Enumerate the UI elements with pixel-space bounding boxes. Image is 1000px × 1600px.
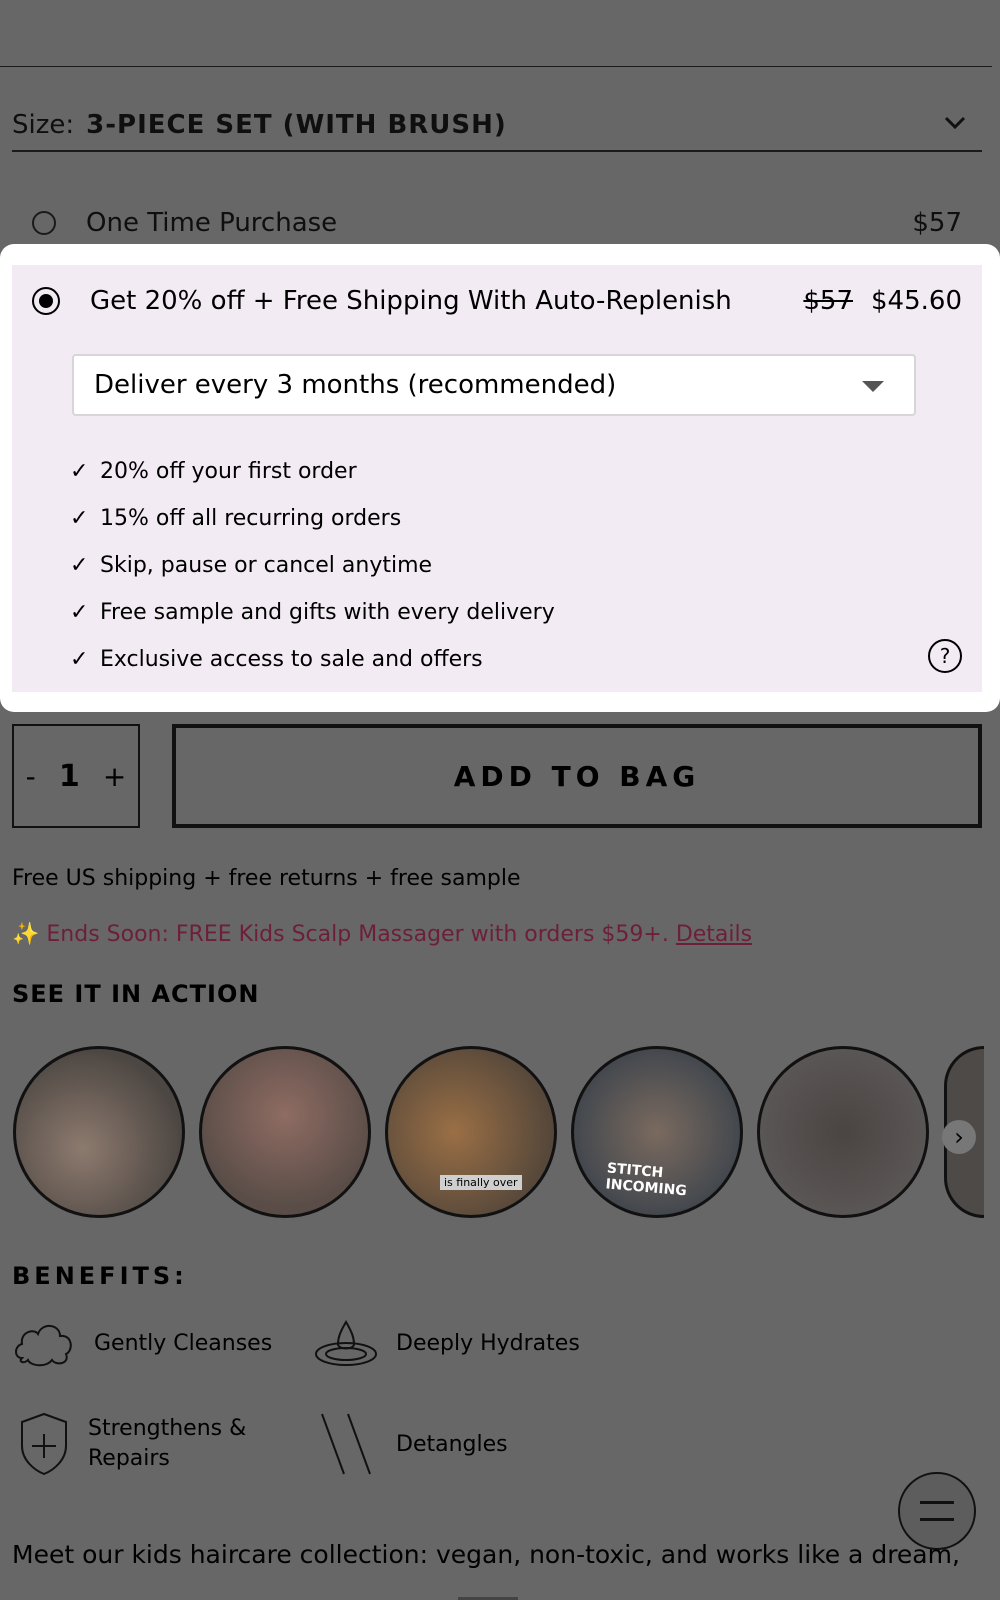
video-caption: is finally over — [440, 1175, 522, 1190]
radio-selected-icon[interactable] — [32, 287, 60, 315]
benefit-gently-cleanses — [12, 1318, 272, 1368]
one-time-price: $57 — [912, 208, 962, 238]
video-caption: STITCH INCOMING — [604, 1160, 688, 1200]
perk-text: Exclusive access to sale and offers — [100, 647, 483, 672]
top-divider — [0, 66, 992, 67]
collection-description: Meet our kids haircare collection: vegan, non-toxic, and works like a dream, — [12, 1540, 960, 1569]
video-thumbnail[interactable] — [199, 1046, 371, 1218]
quantity-value[interactable]: 1 — [58, 758, 80, 794]
list-item — [70, 589, 970, 636]
video-thumbnail[interactable] — [757, 1046, 929, 1218]
promo-details-link[interactable]: Details — [675, 922, 753, 947]
perk-text: 20% off your first order — [100, 459, 357, 484]
check-icon: ✓ — [70, 506, 89, 531]
perk-text: 15% off all recurring orders — [100, 506, 402, 531]
promo-text: Ends Soon: FREE Kids Scalp Massager with orders $59+. — [46, 922, 669, 947]
perk-list — [70, 448, 970, 683]
discounted-price: $45.60 — [871, 286, 962, 316]
size-label: Size: — [12, 110, 75, 140]
check-icon: ✓ — [70, 553, 89, 578]
quantity-stepper — [12, 724, 140, 828]
list-item — [70, 448, 970, 495]
decrement-button[interactable]: - — [25, 759, 36, 793]
promo-banner — [12, 922, 752, 947]
help-icon[interactable]: ? — [928, 639, 962, 673]
detangle-lines-icon — [318, 1412, 378, 1476]
video-thumbnail[interactable] — [13, 1046, 185, 1218]
benefit-deeply-hydrates — [314, 1318, 580, 1368]
section-title-see-it-in-action: SEE IT IN ACTION — [12, 980, 260, 1008]
check-icon: ✓ — [70, 600, 89, 625]
shipping-note: Free US shipping + free returns + free sample — [12, 866, 521, 891]
perk-text: Skip, pause or cancel anytime — [100, 553, 433, 578]
delivery-frequency-value: Deliver every 3 months (recommended) — [94, 370, 617, 400]
check-icon: ✓ — [70, 459, 89, 484]
subscribe-option[interactable] — [32, 283, 962, 319]
perk-text: Free sample and gifts with every delivery — [100, 600, 555, 625]
menu-icon[interactable] — [898, 1472, 976, 1550]
benefit-label: Deeply Hydrates — [396, 1330, 580, 1356]
cloud-icon — [12, 1318, 76, 1368]
one-time-purchase-option[interactable] — [32, 206, 962, 240]
one-time-label: One Time Purchase — [86, 208, 338, 238]
caret-down-icon — [862, 381, 884, 392]
original-price: $57 — [803, 286, 854, 316]
list-item — [70, 495, 970, 542]
add-to-bag-button[interactable]: ADD TO BAG — [172, 724, 982, 828]
water-drop-icon — [314, 1318, 378, 1368]
video-thumbnail[interactable] — [385, 1046, 557, 1218]
size-value: 3-PIECE SET (WITH BRUSH) — [86, 110, 507, 140]
benefit-label: Detangles — [396, 1431, 508, 1457]
check-icon: ✓ — [70, 647, 89, 672]
chevron-right-icon[interactable]: › — [942, 1120, 976, 1154]
benefit-strengthens-repairs — [18, 1412, 248, 1476]
benefit-detangles — [318, 1412, 508, 1476]
benefit-label: Strengthens & Repairs — [88, 1416, 247, 1471]
list-item — [70, 636, 970, 683]
benefit-label: Gently Cleanses — [94, 1330, 273, 1356]
list-item — [70, 542, 970, 589]
sparkle-icon: ✨ — [12, 922, 40, 947]
increment-button[interactable]: + — [102, 759, 127, 793]
shield-plus-icon — [18, 1412, 70, 1476]
delivery-frequency-select[interactable] — [72, 354, 916, 416]
radio-unselected-icon[interactable] — [32, 211, 56, 235]
chevron-down-icon — [942, 110, 968, 136]
section-title-benefits: BENEFITS: — [12, 1262, 188, 1290]
subscribe-label: Get 20% off + Free Shipping With Auto-Replenish — [90, 286, 732, 316]
video-thumbnail[interactable] — [571, 1046, 743, 1218]
size-selector[interactable] — [12, 100, 982, 152]
